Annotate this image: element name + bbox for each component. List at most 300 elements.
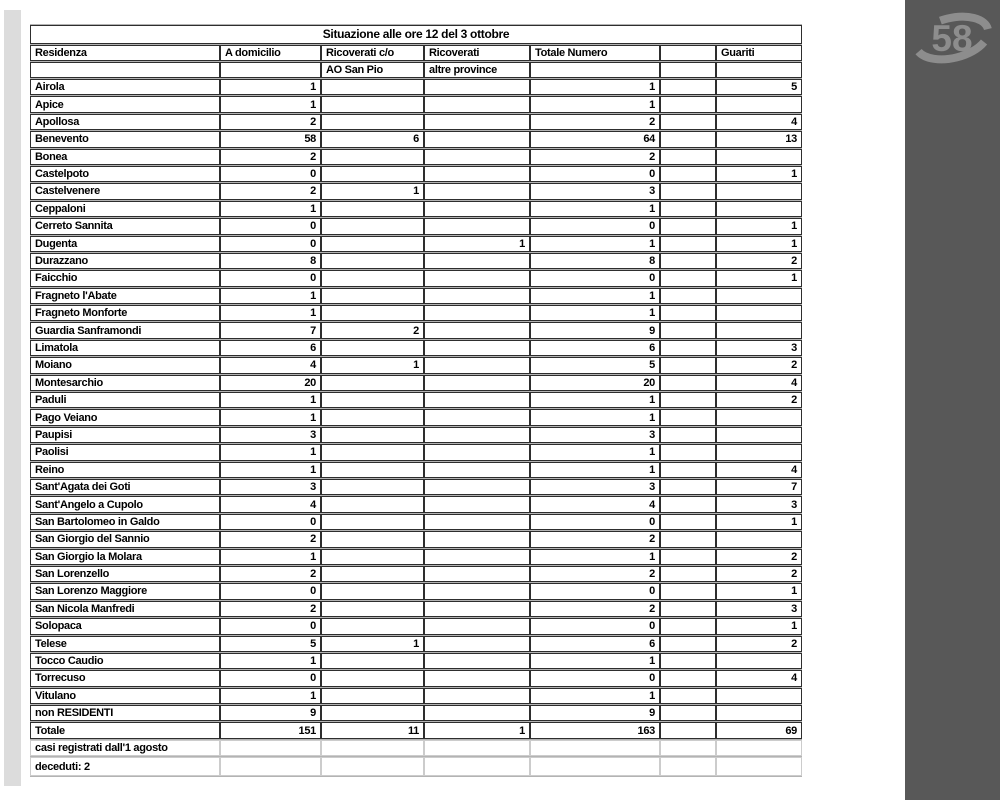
- table-cell: 4: [716, 462, 802, 478]
- table-cell: 0: [220, 236, 321, 252]
- table-row: [30, 166, 802, 182]
- table-cell: [716, 149, 802, 165]
- table-cell: [660, 253, 716, 269]
- table-cell: 1: [220, 305, 321, 321]
- table-cell: Limatola: [30, 340, 220, 356]
- table-cell: [424, 357, 530, 373]
- table-cell: [660, 79, 716, 95]
- table-cell: 3: [530, 427, 660, 443]
- table-cell: [716, 305, 802, 321]
- table-cell: 2: [530, 114, 660, 130]
- table-cell: [424, 514, 530, 530]
- table-title-row: [30, 25, 802, 44]
- table-cell: Sant'Angelo a Cupolo: [30, 496, 220, 512]
- table-cell: 6: [530, 636, 660, 652]
- table-cell: [660, 131, 716, 147]
- footer-note-cell: [220, 757, 321, 776]
- table-cell: Vitulano: [30, 688, 220, 704]
- table-cell: 9: [530, 705, 660, 721]
- table-row: [30, 653, 802, 669]
- table-cell: 1: [530, 549, 660, 565]
- table-cell: 2: [530, 601, 660, 617]
- table-cell: [660, 357, 716, 373]
- table-cell: [716, 183, 802, 199]
- table-cell: [660, 636, 716, 652]
- table-cell: [424, 375, 530, 391]
- table-cell: [321, 288, 424, 304]
- table-cell: 9: [530, 322, 660, 338]
- table-cell: Dugenta: [30, 236, 220, 252]
- table-cell: [660, 96, 716, 112]
- table-cell: [321, 462, 424, 478]
- table-cell: [660, 583, 716, 599]
- total-cell: 151: [220, 722, 321, 739]
- table-cell: 0: [220, 270, 321, 286]
- table-cell: [321, 270, 424, 286]
- table-cell: [321, 583, 424, 599]
- total-cell: [660, 722, 716, 739]
- table-cell: Apollosa: [30, 114, 220, 130]
- table-cell: Telese: [30, 636, 220, 652]
- table-cell: 4: [220, 357, 321, 373]
- table-cell: Durazzano: [30, 253, 220, 269]
- table-cell: [321, 688, 424, 704]
- table-cell: 0: [530, 270, 660, 286]
- table-cell: [424, 444, 530, 460]
- table-cell: 6: [321, 131, 424, 147]
- table-cell: 0: [530, 166, 660, 182]
- table-cell: [321, 236, 424, 252]
- table-cell: [716, 531, 802, 547]
- table-cell: [660, 183, 716, 199]
- table-cell: [660, 514, 716, 530]
- footer-note-cell: [530, 757, 660, 776]
- table-row: [30, 531, 802, 547]
- table-cell: 1: [220, 409, 321, 425]
- table-row: [30, 496, 802, 512]
- table-row: [30, 253, 802, 269]
- table-cell: Paolisi: [30, 444, 220, 460]
- table-row: [30, 392, 802, 408]
- table-cell: 2: [530, 531, 660, 547]
- column-header: altre province: [424, 62, 530, 78]
- table-cell: [660, 618, 716, 634]
- table-row: [30, 514, 802, 530]
- table-cell: [424, 688, 530, 704]
- table-cell: [424, 653, 530, 669]
- total-cell: 1: [424, 722, 530, 739]
- table-cell: [424, 253, 530, 269]
- table-cell: [716, 705, 802, 721]
- table-cell: [321, 705, 424, 721]
- table-row: [30, 270, 802, 286]
- table-row: [30, 183, 802, 199]
- table-cell: [716, 427, 802, 443]
- logo-58-text: 58: [931, 18, 973, 59]
- table-row: [30, 288, 802, 304]
- column-header: AO San Pio: [321, 62, 424, 78]
- table-cell: [716, 653, 802, 669]
- table-cell: 4: [716, 670, 802, 686]
- footer-note-row: [30, 740, 802, 756]
- table-cell: [321, 618, 424, 634]
- column-header: Residenza: [30, 45, 220, 61]
- table-cell: [424, 183, 530, 199]
- table-cell: [321, 166, 424, 182]
- table-cell: [660, 149, 716, 165]
- table-cell: 0: [530, 218, 660, 234]
- table-cell: [424, 114, 530, 130]
- table-cell: 0: [220, 583, 321, 599]
- table-cell: 2: [220, 183, 321, 199]
- covid-situation-table: [30, 24, 802, 777]
- footer-note-cell: [424, 740, 530, 756]
- table-row: [30, 618, 802, 634]
- table-cell: [321, 96, 424, 112]
- table-cell: [424, 79, 530, 95]
- table-cell: 4: [716, 114, 802, 130]
- table-cell: 1: [424, 236, 530, 252]
- table-cell: 1: [530, 96, 660, 112]
- table-cell: Castelpoto: [30, 166, 220, 182]
- table-cell: 20: [220, 375, 321, 391]
- table-cell: [716, 444, 802, 460]
- table-cell: [321, 601, 424, 617]
- table-cell: [424, 288, 530, 304]
- table-row: [30, 79, 802, 95]
- table-cell: 2: [716, 566, 802, 582]
- tv-58-logo: [905, 4, 1000, 74]
- table-cell: Faicchio: [30, 270, 220, 286]
- table-cell: 0: [220, 670, 321, 686]
- table-cell: Castelvenere: [30, 183, 220, 199]
- table-cell: 2: [716, 636, 802, 652]
- table-cell: 1: [530, 305, 660, 321]
- table-cell: [321, 114, 424, 130]
- table-cell: 1: [530, 409, 660, 425]
- table-cell: Guardia Sanframondi: [30, 322, 220, 338]
- table-cell: [424, 531, 530, 547]
- footer-note-cell: [321, 757, 424, 776]
- table-cell: 1: [530, 653, 660, 669]
- table-cell: [660, 444, 716, 460]
- table-row: [30, 322, 802, 338]
- column-header: Ricoverati: [424, 45, 530, 61]
- table-cell: 2: [220, 114, 321, 130]
- table-row: [30, 462, 802, 478]
- table-row: [30, 357, 802, 373]
- table-cell: Benevento: [30, 131, 220, 147]
- table-row: [30, 444, 802, 460]
- table-cell: [660, 549, 716, 565]
- table-cell: 4: [220, 496, 321, 512]
- table-cell: 2: [716, 392, 802, 408]
- footer-note-cell: [220, 740, 321, 756]
- table-cell: 2: [220, 149, 321, 165]
- table-cell: [321, 201, 424, 217]
- table-cell: [660, 392, 716, 408]
- table-cell: [660, 375, 716, 391]
- table-row: [30, 149, 802, 165]
- table-cell: 0: [220, 514, 321, 530]
- table-cell: 1: [220, 549, 321, 565]
- table-cell: 7: [220, 322, 321, 338]
- table-cell: 2: [220, 531, 321, 547]
- table-cell: [321, 566, 424, 582]
- footer-note-cell: [716, 757, 802, 776]
- table-cell: [660, 427, 716, 443]
- table-cell: 1: [716, 270, 802, 286]
- total-row: [30, 722, 802, 739]
- table-cell: 6: [220, 340, 321, 356]
- table-cell: [660, 409, 716, 425]
- footer-note-cell: [530, 740, 660, 756]
- footer-note-cell: [424, 757, 530, 776]
- table-cell: [660, 705, 716, 721]
- table-cell: 0: [530, 514, 660, 530]
- table-cell: 2: [220, 566, 321, 582]
- table-cell: [716, 409, 802, 425]
- table-cell: [321, 409, 424, 425]
- table-cell: 1: [716, 514, 802, 530]
- column-header: Ricoverati c/o: [321, 45, 424, 61]
- table-cell: Ceppaloni: [30, 201, 220, 217]
- table-cell: 1: [220, 462, 321, 478]
- table-cell: 6: [530, 340, 660, 356]
- table-cell: 1: [220, 653, 321, 669]
- table-cell: [660, 531, 716, 547]
- table-cell: [660, 236, 716, 252]
- table-cell: 1: [716, 618, 802, 634]
- table-cell: [321, 340, 424, 356]
- table-cell: Paupisi: [30, 427, 220, 443]
- table-row: [30, 201, 802, 217]
- table-cell: 2: [530, 566, 660, 582]
- table-cell: 1: [716, 583, 802, 599]
- table-cell: [321, 253, 424, 269]
- table-cell: 2: [321, 322, 424, 338]
- table-cell: 4: [530, 496, 660, 512]
- table-cell: 1: [220, 96, 321, 112]
- table-cell: Reino: [30, 462, 220, 478]
- table-cell: [716, 96, 802, 112]
- footer-note-cell: [660, 740, 716, 756]
- column-header: [716, 62, 802, 78]
- table-cell: 1: [530, 288, 660, 304]
- table-cell: Solopaca: [30, 618, 220, 634]
- table-cell: [321, 427, 424, 443]
- table-cell: [424, 322, 530, 338]
- table-cell: 2: [530, 149, 660, 165]
- table-cell: 9: [220, 705, 321, 721]
- table-cell: [321, 444, 424, 460]
- table-cell: 7: [716, 479, 802, 495]
- table-cell: 3: [716, 601, 802, 617]
- table-cell: 1: [716, 218, 802, 234]
- table-cell: 13: [716, 131, 802, 147]
- total-cell: Totale: [30, 722, 220, 739]
- table-cell: [660, 670, 716, 686]
- table-cell: 1: [220, 444, 321, 460]
- covid-situation-table-wrap: [30, 24, 802, 777]
- footer-note-cell: deceduti: 2: [30, 757, 220, 776]
- table-cell: Torrecuso: [30, 670, 220, 686]
- table-cell: [424, 618, 530, 634]
- table-row: [30, 375, 802, 391]
- table-cell: [716, 201, 802, 217]
- table-cell: [424, 218, 530, 234]
- table-cell: 8: [220, 253, 321, 269]
- column-header: [660, 45, 716, 61]
- table-cell: [660, 462, 716, 478]
- header-row-2: [30, 62, 802, 78]
- table-cell: 2: [716, 357, 802, 373]
- table-cell: 5: [716, 79, 802, 95]
- table-cell: 0: [220, 618, 321, 634]
- table-cell: Paduli: [30, 392, 220, 408]
- table-cell: 0: [530, 670, 660, 686]
- footer-note-cell: [321, 740, 424, 756]
- table-cell: [424, 392, 530, 408]
- table-cell: Apice: [30, 96, 220, 112]
- table-cell: [321, 375, 424, 391]
- table-cell: 1: [716, 166, 802, 182]
- header-row-1: [30, 45, 802, 61]
- table-cell: 0: [220, 218, 321, 234]
- table-row: [30, 236, 802, 252]
- table-cell: 1: [321, 636, 424, 652]
- table-cell: [660, 201, 716, 217]
- table-cell: 3: [220, 427, 321, 443]
- table-cell: 2: [220, 601, 321, 617]
- column-header: [530, 62, 660, 78]
- table-row: [30, 583, 802, 599]
- table-cell: 1: [321, 183, 424, 199]
- table-cell: [321, 479, 424, 495]
- table-cell: 3: [716, 496, 802, 512]
- table-cell: 1: [220, 392, 321, 408]
- table-cell: [321, 392, 424, 408]
- table-cell: 2: [716, 253, 802, 269]
- table-cell: Sant'Agata dei Goti: [30, 479, 220, 495]
- table-cell: Pago Veiano: [30, 409, 220, 425]
- table-cell: [424, 427, 530, 443]
- table-cell: [424, 166, 530, 182]
- table-cell: 3: [716, 340, 802, 356]
- table-row: [30, 114, 802, 130]
- table-cell: 1: [530, 392, 660, 408]
- table-cell: [424, 305, 530, 321]
- table-cell: [660, 340, 716, 356]
- column-header: [30, 62, 220, 78]
- table-row: [30, 96, 802, 112]
- table-cell: [660, 601, 716, 617]
- table-row: [30, 340, 802, 356]
- table-cell: [424, 549, 530, 565]
- footer-note-cell: [716, 740, 802, 756]
- table-cell: [660, 305, 716, 321]
- table-cell: [660, 479, 716, 495]
- table-cell: [660, 166, 716, 182]
- column-header: Totale Numero: [530, 45, 660, 61]
- table-cell: San Lorenzo Maggiore: [30, 583, 220, 599]
- table-cell: 3: [530, 479, 660, 495]
- table-cell: 1: [530, 444, 660, 460]
- table-row: [30, 670, 802, 686]
- table-cell: [424, 636, 530, 652]
- table-row: [30, 601, 802, 617]
- table-cell: [716, 688, 802, 704]
- footer-note-row: [30, 757, 802, 776]
- table-cell: [321, 218, 424, 234]
- table-cell: 1: [220, 79, 321, 95]
- table-cell: 4: [716, 375, 802, 391]
- table-cell: [716, 288, 802, 304]
- table-cell: [321, 670, 424, 686]
- table-cell: [424, 705, 530, 721]
- table-cell: 1: [530, 462, 660, 478]
- table-cell: [424, 270, 530, 286]
- table-cell: 5: [530, 357, 660, 373]
- table-cell: [660, 218, 716, 234]
- table-cell: 3: [530, 183, 660, 199]
- total-cell: 11: [321, 722, 424, 739]
- table-cell: 58: [220, 131, 321, 147]
- table-cell: [424, 670, 530, 686]
- table-cell: [424, 131, 530, 147]
- table-cell: [424, 201, 530, 217]
- table-cell: San Giorgio del Sannio: [30, 531, 220, 547]
- table-cell: [424, 479, 530, 495]
- table-cell: 0: [530, 618, 660, 634]
- table-cell: [321, 514, 424, 530]
- logo-58-swoosh-icon: [905, 4, 1000, 74]
- table-cell: [660, 653, 716, 669]
- table-cell: 20: [530, 375, 660, 391]
- table-cell: [716, 322, 802, 338]
- table-cell: [321, 149, 424, 165]
- total-cell: 69: [716, 722, 802, 739]
- table-cell: [660, 288, 716, 304]
- table-row: [30, 409, 802, 425]
- table-cell: 1: [220, 688, 321, 704]
- table-cell: [424, 340, 530, 356]
- table-cell: 1: [716, 236, 802, 252]
- table-cell: 1: [530, 688, 660, 704]
- table-cell: 1: [220, 288, 321, 304]
- column-header: [220, 62, 321, 78]
- table-cell: [424, 462, 530, 478]
- table-cell: [424, 601, 530, 617]
- table-cell: [660, 270, 716, 286]
- table-row: [30, 305, 802, 321]
- table-cell: [321, 305, 424, 321]
- table-row: [30, 549, 802, 565]
- table-cell: 64: [530, 131, 660, 147]
- table-row: [30, 131, 802, 147]
- table-cell: 1: [321, 357, 424, 373]
- table-cell: Montesarchio: [30, 375, 220, 391]
- table-cell: Cerreto Sannita: [30, 218, 220, 234]
- table-cell: 1: [530, 79, 660, 95]
- table-cell: 1: [530, 236, 660, 252]
- table-cell: [660, 322, 716, 338]
- table-cell: [660, 566, 716, 582]
- table-row: [30, 218, 802, 234]
- column-header: [660, 62, 716, 78]
- table-cell: 1: [530, 201, 660, 217]
- table-cell: [321, 496, 424, 512]
